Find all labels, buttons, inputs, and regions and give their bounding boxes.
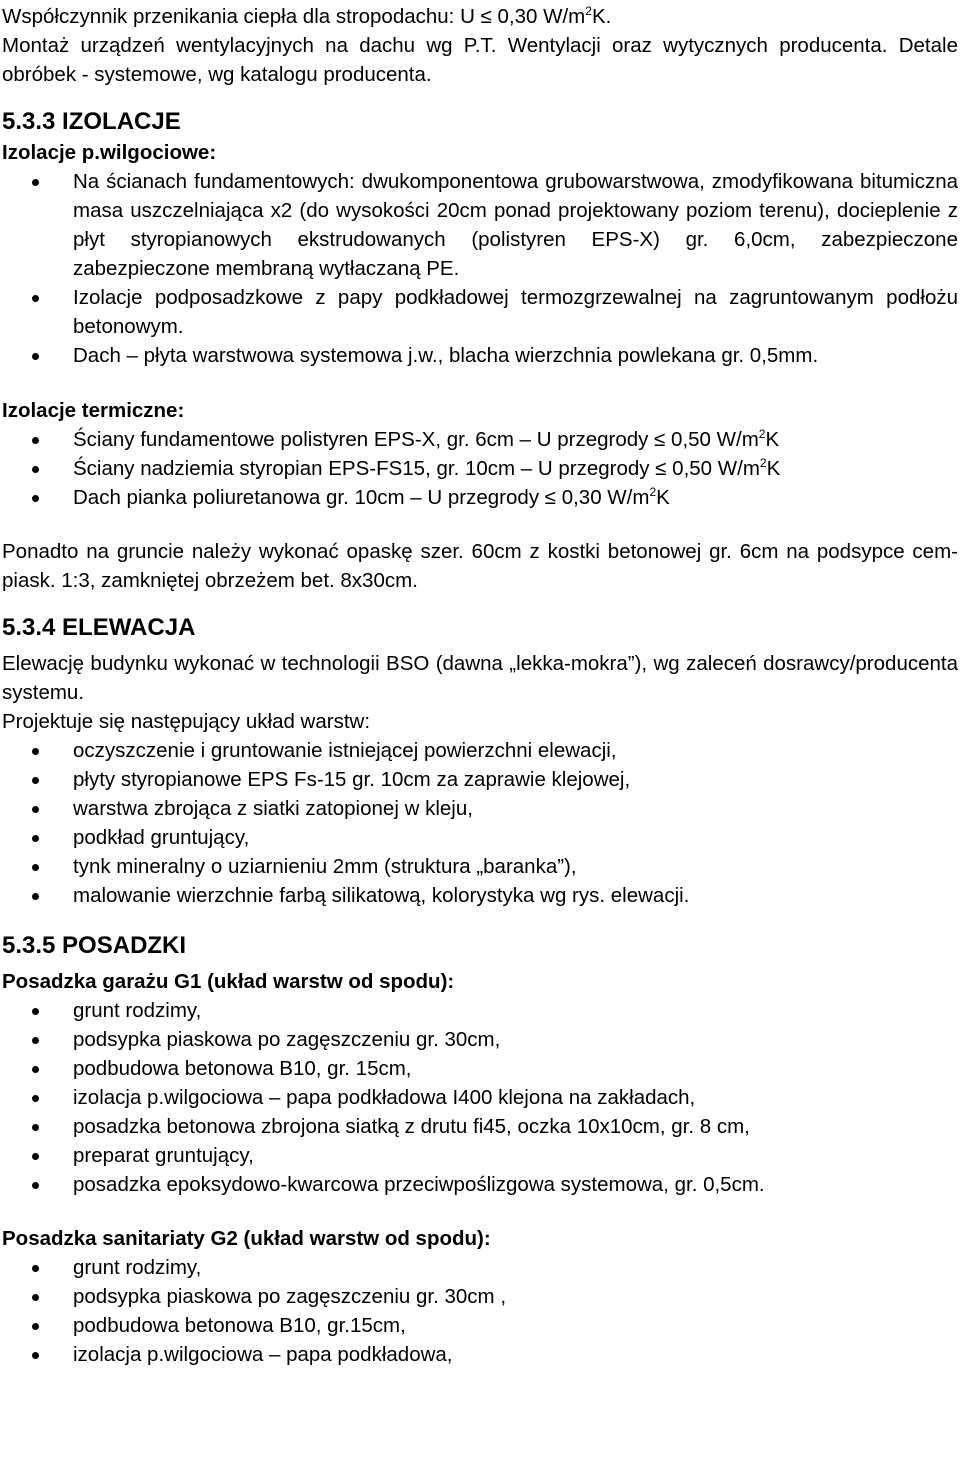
list-item: grunt rodzimy, — [2, 1253, 958, 1282]
list-item: preparat gruntujący, — [2, 1141, 958, 1170]
list-item: posadzka epoksydowo-kwarcowa przeciwpoślizgowa systemowa, gr. 0,5cm. — [2, 1170, 958, 1199]
list-item: malowanie wierzchnie farbą silikatową, kolorystyka wg rys. elewacji. — [2, 881, 958, 910]
elewacja-layers-list — [2, 736, 958, 910]
subheading-izolacje-termiczne: Izolacje termiczne: — [2, 399, 185, 422]
heading-5-3-3: 5.3.3 IZOLACJE — [2, 108, 181, 135]
subheading-izolacje-wilgociowe: Izolacje p.wilgociowe: — [2, 141, 217, 164]
u-coefficient-line: Współczynnik przenikania ciepła dla stropodachu: U ≤ 0,30 $W/m^2K$. — [2, 4, 612, 28]
list-item: Na ścianach fundamentowych: dwukomponentowa grubowarstwowa, zmodyfikowana bitumiczna masa uszczelniająca x2 (do wysokości 20cm ponad projektowany poziom terenu), docieplenie z płyt styropianowych ekstrudowanych (polistyren EPS-X) gr. 6,0cm, zabezpieczone zabezpieczone membraną wytłaczaną PE. — [2, 167, 958, 283]
list-item: oczyszczenie i gruntowanie istniejącej powierzchni elewacji, — [2, 736, 958, 765]
list-item: izolacja p.wilgociowa – papa podkładowa I400 klejona na zakładach, — [2, 1083, 958, 1112]
list-item: podbudowa betonowa B10, gr.15cm, — [2, 1311, 958, 1340]
subheading-posadzka-g2: Posadzka sanitariaty G2 (układ warstw od spodu): — [2, 1227, 491, 1250]
posadzka-g1-list — [2, 996, 958, 1199]
document-page — [2, 0, 958, 1369]
list-item: Ściany fundamentowe polistyren EPS-X, gr. 6cm – U przegrody ≤ 0,50 $W/m^2K$ — [2, 425, 958, 454]
list-item: Ściany nadziemia styropian EPS-FS15, gr. 10cm – U przegrody ≤ 0,50 $W/m^2K$ — [2, 454, 958, 483]
opaska-paragraph: Ponadto na gruncie należy wykonać opaskę szer. 60cm z kostki betonowej gr. 6cm na podsypce cem-piask. 1:3, zamkniętej obrzeżem bet. 8x30cm. — [2, 540, 958, 592]
elewacja-paragraph: Elewację budynku wykonać w technologii BSO (dawna „lekka-mokra”), wg zaleceń dosrawcy/producenta systemu. — [2, 652, 958, 704]
list-item: podbudowa betonowa B10, gr. 15cm, — [2, 1054, 958, 1083]
list-item: izolacja p.wilgociowa – papa podkładowa, — [2, 1340, 958, 1369]
list-item: posadzka betonowa zbrojona siatką z drutu fi45, oczka 10x10cm, gr. 8 cm, — [2, 1112, 958, 1141]
subheading-posadzka-g1: Posadzka garażu G1 (układ warstw od spodu): — [2, 970, 455, 993]
heading-5-3-5: 5.3.5 POSADZKI — [2, 932, 187, 959]
list-item: płyty styropianowe EPS Fs-15 gr. 10cm za zaprawie klejowej, — [2, 765, 958, 794]
izolacje-termiczne-list — [2, 425, 958, 512]
list-item: podsypka piaskowa po zagęszczeniu gr. 30cm , — [2, 1282, 958, 1311]
list-item: warstwa zbrojąca z siatki zatopionej w kleju, — [2, 794, 958, 823]
list-item: tynk mineralny o uziarnieniu 2mm (struktura „baranka”), — [2, 852, 958, 881]
warstwy-intro: Projektuje się następujący układ warstw: — [2, 710, 371, 733]
ventilation-paragraph: Montaż urządzeń wentylacyjnych na dachu wg P.T. Wentylacji oraz wytycznych producenta. Detale obróbek - systemowe, wg katalogu producenta. — [2, 34, 958, 86]
izolacje-wilgociowe-list — [2, 167, 958, 370]
list-item: grunt rodzimy, — [2, 996, 958, 1025]
list-item: Dach – płyta warstwowa systemowa j.w., blacha wierzchnia powlekana gr. 0,5mm. — [2, 341, 958, 370]
list-item: Izolacje podposadzkowe z papy podkładowej termozgrzewalnej na zagruntowanym podłożu betonowym. — [2, 283, 958, 341]
heading-5-3-4: 5.3.4 ELEWACJA — [2, 614, 196, 641]
list-item: podsypka piaskowa po zagęszczeniu gr. 30cm, — [2, 1025, 958, 1054]
posadzka-g2-list — [2, 1253, 958, 1369]
list-item: podkład gruntujący, — [2, 823, 958, 852]
list-item: Dach pianka poliuretanowa gr. 10cm – U przegrody ≤ 0,30 $W/m^2K$ — [2, 483, 958, 512]
